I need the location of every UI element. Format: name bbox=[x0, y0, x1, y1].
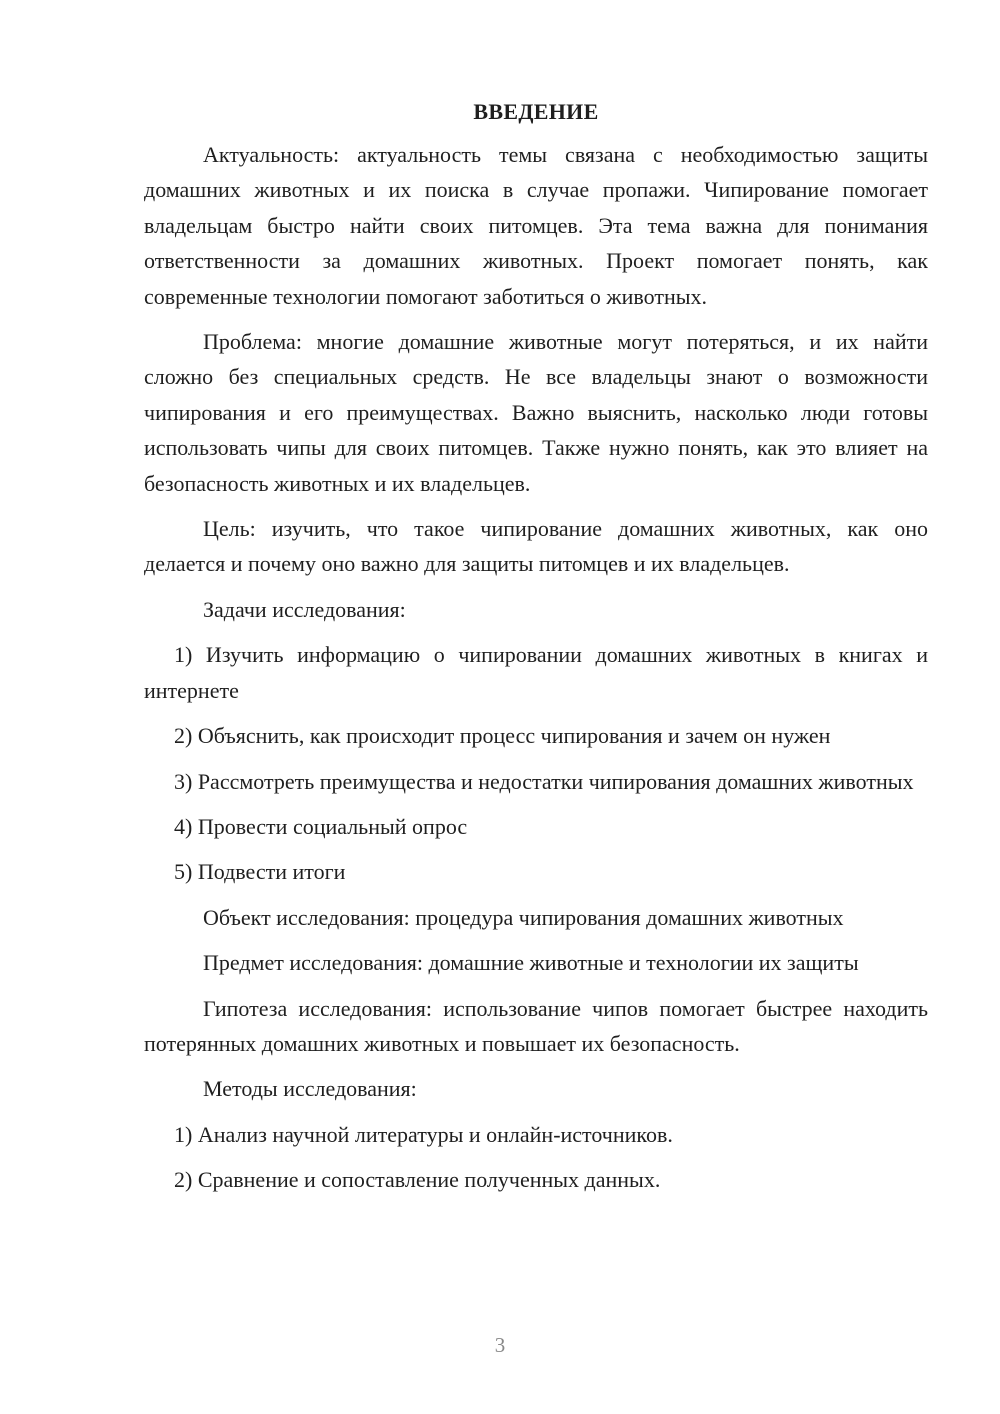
hypothesis-paragraph: Гипотеза исследования: использование чипов помогает быстрее находить потерянных домашних животных и повышает их безопасность. bbox=[144, 995, 928, 1056]
method-item-2: 2) Сравнение и сопоставление полученных данных. bbox=[174, 1167, 661, 1193]
method-item-1: 1) Анализ научной литературы и онлайн-источников. bbox=[174, 1121, 673, 1147]
tasks-heading: Задачи исследования: bbox=[203, 596, 406, 622]
task-item-3: 3) Рассмотреть преимущества и недостатки чипирования домашних животных bbox=[174, 768, 914, 794]
object-paragraph: Объект исследования: процедура чипирования домашних животных bbox=[203, 904, 844, 930]
goal-paragraph: Цель: изучить, что такое чипирование домашних животных, как оно делается и почему оно важно для защиты питомцев и их владельцев. bbox=[144, 516, 928, 577]
task-item-1: 1) Изучить информацию о чипировании домашних животных в книгах и интернете bbox=[144, 642, 928, 703]
task-item-2: 2) Объяснить, как происходит процесс чипирования и зачем он нужен bbox=[174, 723, 831, 749]
subject-paragraph: Предмет исследования: домашние животные и технологии их защиты bbox=[203, 950, 859, 976]
page-number: 3 bbox=[494, 1333, 506, 1357]
methods-heading: Методы исследования: bbox=[203, 1076, 417, 1102]
document-body bbox=[144, 96, 928, 1208]
page-title: ВВЕДЕНИЕ bbox=[473, 99, 599, 124]
problem-paragraph: Проблема: многие домашние животные могут потеряться, и их найти сложно без специальных средств. Не все владельцы знают о возможности чипирования и его преимуществах. Важно выяснить, насколько люди готовы использовать чипы для своих питомцев. Также нужно понять, как это влияет на безопасность животных и их владельцев. bbox=[144, 329, 928, 496]
task-item-5: 5) Подвести итоги bbox=[174, 859, 346, 885]
relevance-paragraph: Актуальность: актуальность темы связана с необходимостью защиты домашних животных и их поиска в случае пропажи. Чипирование помогает владельцам быстро найти своих питомцев. Эта тема важна для понимания ответственности за домашних животных. Проект помогает понять, как современные технологии помогают заботиться о животных. bbox=[144, 142, 928, 309]
task-item-4: 4) Провести социальный опрос bbox=[174, 813, 468, 839]
